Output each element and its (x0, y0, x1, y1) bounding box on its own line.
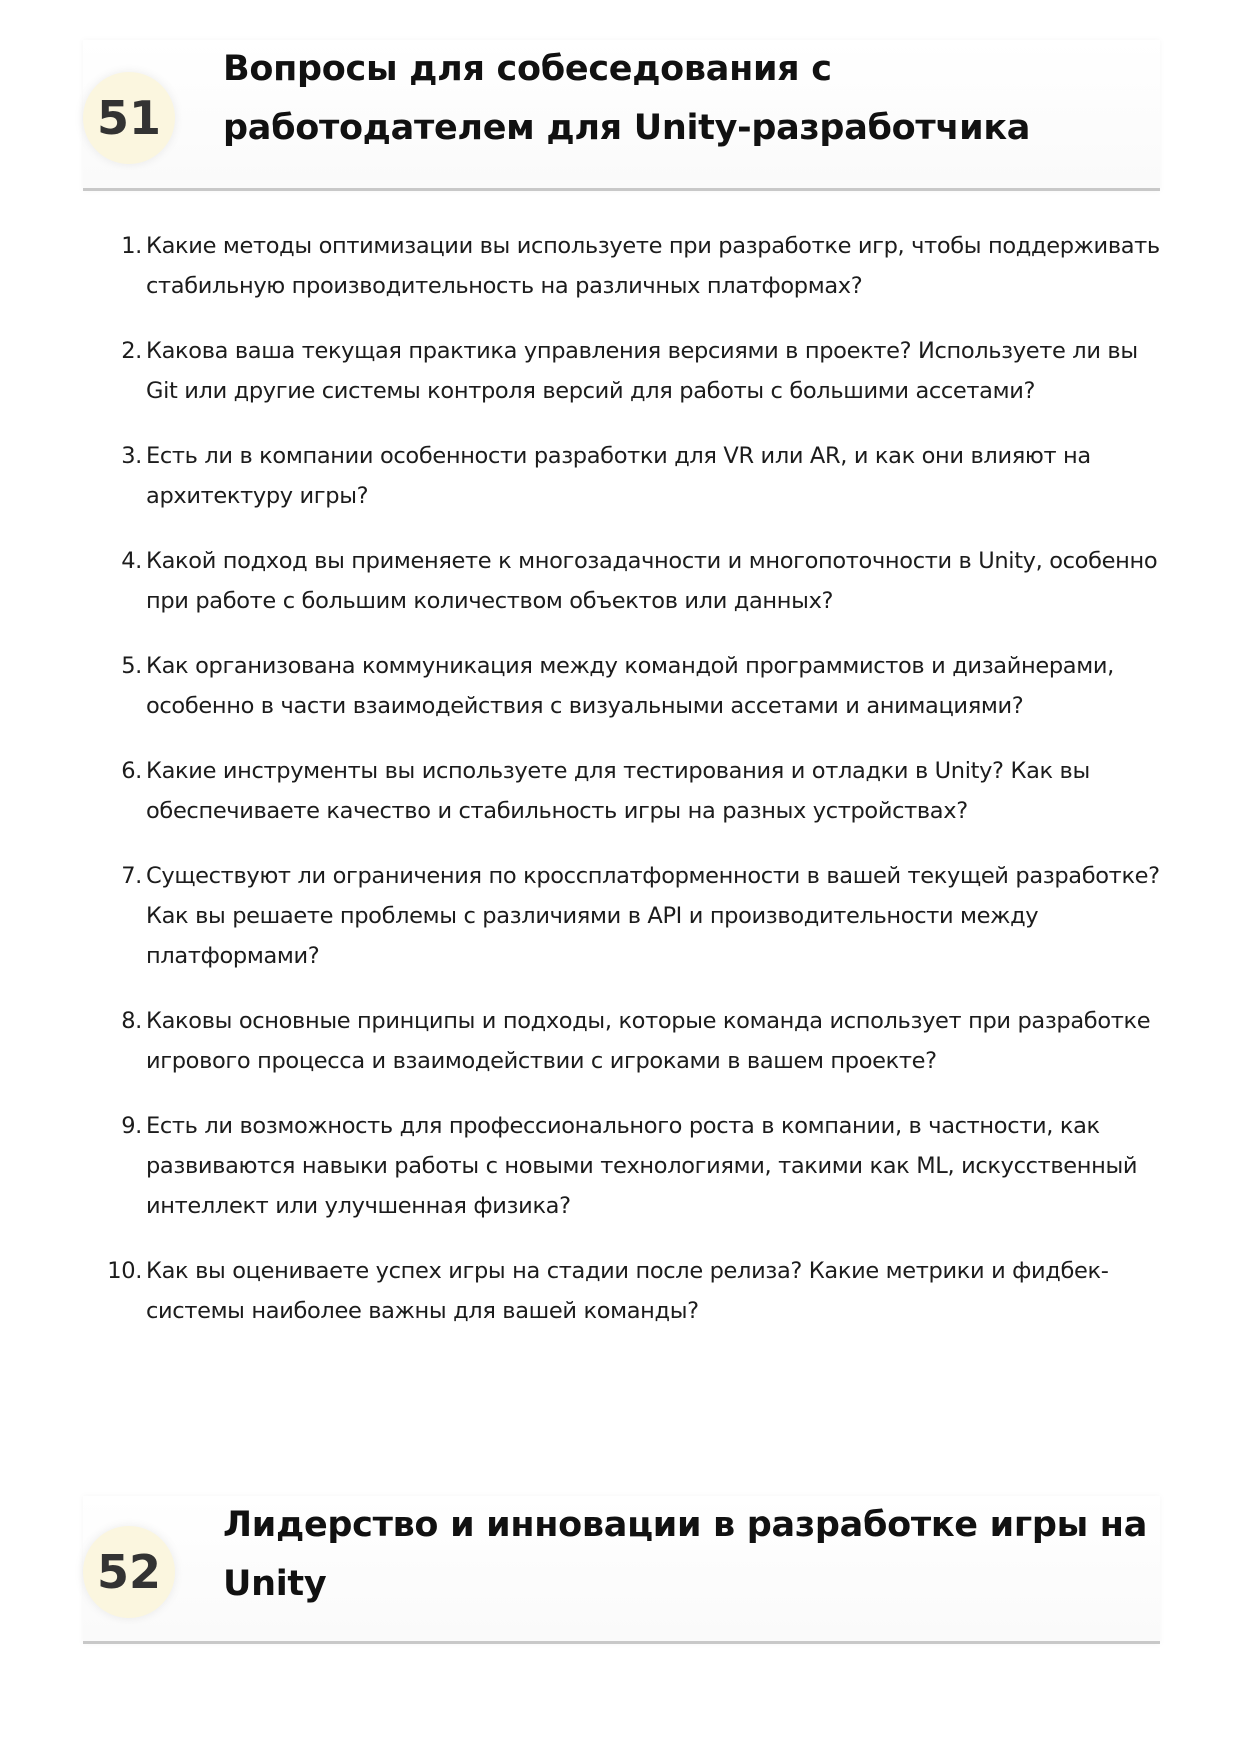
list-item-text: Как организована коммуникация между командой программистов и дизайнерами, особенно в части взаимодействия с визуальными ассетами и анимациями? (146, 653, 1114, 719)
section-number-badge: 52 (83, 1526, 175, 1618)
list-item-number: 2. (121, 338, 142, 364)
list-item-text: Есть ли в компании особенности разработки для VR или AR, и как они влияют на архитектуру игры? (146, 443, 1091, 509)
list-item-number: 10. (107, 1258, 142, 1284)
section-header-52 (83, 1496, 1160, 1644)
list-item-text: Какие инструменты вы используете для тестирования и отладки в Unity? Как вы обеспечиваете качество и стабильность игры на разных устройствах? (146, 758, 1090, 824)
list-item (88, 751, 1168, 831)
list-item-text: Существуют ли ограничения по кроссплатформенности в вашей текущей разработке? Как вы решаете проблемы с различиями в API и производительности между платформами? (146, 863, 1160, 969)
list-item (88, 856, 1168, 976)
list-item-text: Какие методы оптимизации вы используете при разработке игр, чтобы поддерживать стабильную производительность на различных платформах? (146, 233, 1160, 299)
list-item (88, 541, 1168, 621)
list-item-number: 4. (121, 548, 142, 574)
section-title: Вопросы для собеседования с работодателем для Unity-разработчика (223, 49, 1031, 148)
list-item-number: 8. (121, 1008, 142, 1034)
section-title: Лидерство и инновации в разработке игры на Unity (223, 1505, 1148, 1604)
question-list (88, 226, 1168, 1356)
list-item (88, 331, 1168, 411)
list-item-number: 9. (121, 1113, 142, 1139)
list-item (88, 1251, 1168, 1331)
list-item-text: Как вы оцениваете успех игры на стадии после релиза? Какие метрики и фидбек-системы наиболее важны для вашей команды? (146, 1258, 1109, 1324)
list-item (88, 1106, 1168, 1226)
list-item-text: Какова ваша текущая практика управления версиями в проекте? Используете ли вы Git или другие системы контроля версий для работы с большими ассетами? (146, 338, 1138, 404)
list-item-number: 3. (121, 443, 142, 469)
list-item-text: Какой подход вы применяете к многозадачности и многопоточности в Unity, особенно при работе с большим количеством объектов или данных? (146, 548, 1158, 614)
list-item-number: 1. (121, 233, 142, 259)
list-item (88, 646, 1168, 726)
list-item-number: 7. (121, 863, 142, 889)
list-item-number: 6. (121, 758, 142, 784)
section-number-badge: 51 (83, 72, 175, 164)
list-item-text: Есть ли возможность для профессионального роста в компании, в частности, как развиваются навыки работы с новыми технологиями, такими как ML, искусственный интеллект или улучшенная физика? (146, 1113, 1138, 1219)
list-item-number: 5. (121, 653, 142, 679)
list-item (88, 436, 1168, 516)
list-item-text: Каковы основные принципы и подходы, которые команда использует при разработке игрового процесса и взаимодействии с игроками в вашем проекте? (146, 1008, 1151, 1074)
section-header-51 (83, 40, 1160, 191)
list-item (88, 226, 1168, 306)
list-item (88, 1001, 1168, 1081)
